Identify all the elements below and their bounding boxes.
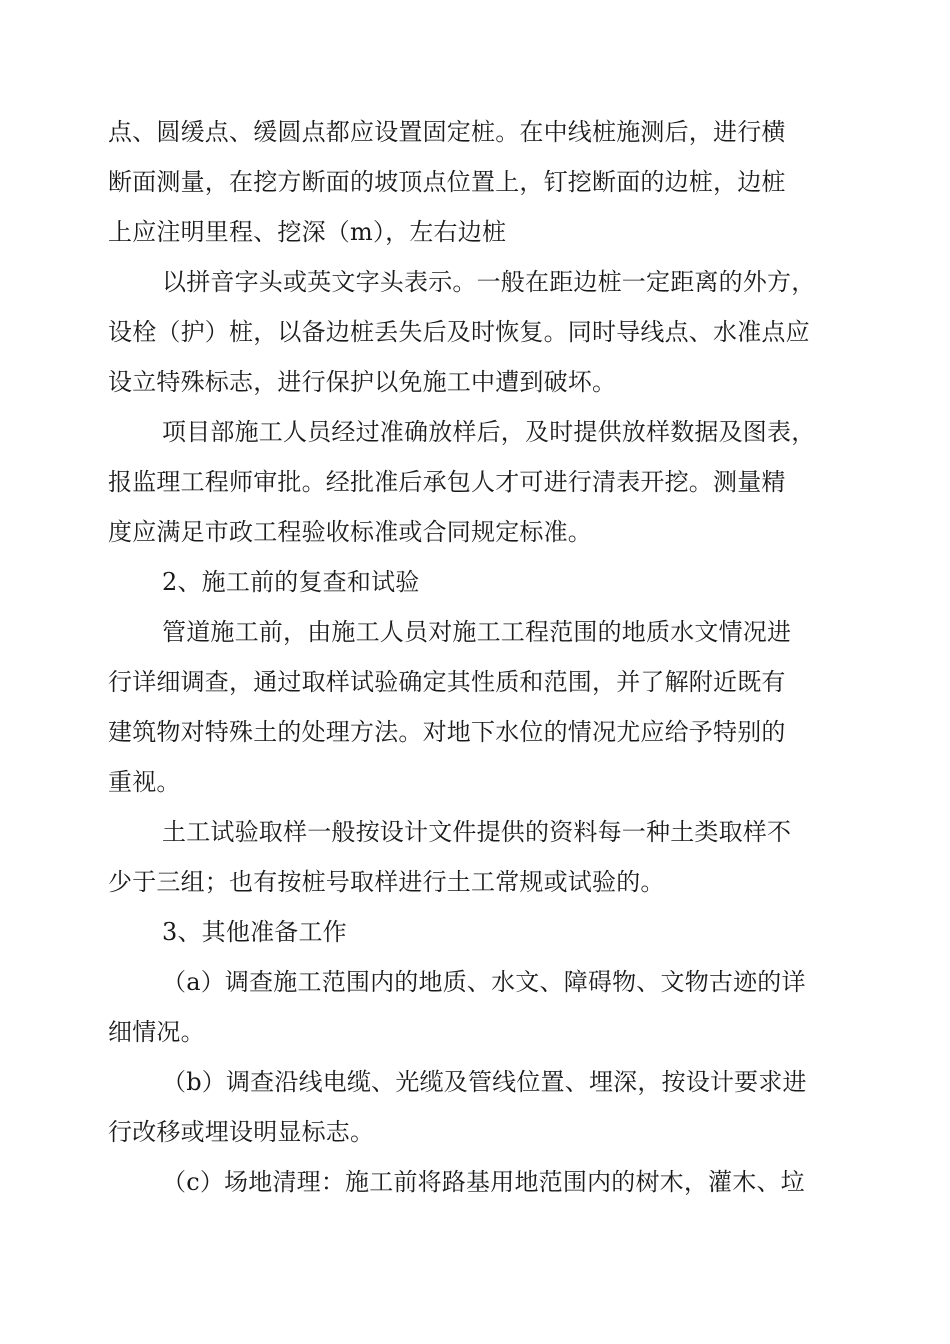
- text-line: （c）场地清理：施工前将路基用地范围内的树木，灌木、垃: [162, 1168, 805, 1196]
- text-line: 项目部施工人员经过准确放样后，及时提供放样数据及图表，: [162, 418, 816, 446]
- text-line: 度应满足市政工程验收标准或合同规定标准。: [108, 518, 592, 546]
- text-line: 土工试验取样一般按设计文件提供的资料每一种土类取样不: [162, 818, 792, 846]
- text-line: 断面测量，在挖方断面的坡顶点位置上，钉挖断面的边桩，边桩: [108, 168, 786, 196]
- text-line: 建筑物对特殊土的处理方法。对地下水位的情况尤应给予特别的: [108, 718, 786, 746]
- section-heading: 2、施工前的复查和试验: [162, 568, 420, 596]
- text-line: 行详细调查，通过取样试验确定其性质和范围，并了解附近既有: [108, 668, 786, 696]
- section-heading: 3、其他准备工作: [162, 918, 347, 946]
- text-line: 设立特殊标志，进行保护以免施工中遭到破坏。: [108, 368, 617, 396]
- text-line: 上应注明里程、挖深（m），左右边桩: [108, 218, 507, 246]
- text-line: （a）调查施工范围内的地质、水文、障碍物、文物古迹的详: [162, 968, 806, 996]
- text-line: 重视。: [108, 768, 181, 796]
- text-line: 细情况。: [108, 1018, 205, 1046]
- text-line: 设栓（护）桩，以备边桩丢失后及时恢复。同时导线点、水准点应: [108, 318, 810, 346]
- text-line: 行改移或埋设明显标志。: [108, 1118, 375, 1146]
- text-line: 少于三组；也有按桩号取样进行土工常规或试验的。: [108, 868, 665, 896]
- text-line: 点、圆缓点、缓圆点都应设置固定桩。在中线桩施测后，进行横: [108, 118, 786, 146]
- text-line: 管道施工前，由施工人员对施工工程范围的地质水文情况进: [162, 618, 792, 646]
- text-line: 报监理工程师审批。经批准后承包人才可进行清表开挖。测量精: [108, 468, 786, 496]
- text-line: 以拼音字头或英文字头表示。一般在距边桩一定距离的外方，: [162, 268, 816, 296]
- text-line: （b）调查沿线电缆、光缆及管线位置、埋深，按设计要求进: [162, 1068, 807, 1096]
